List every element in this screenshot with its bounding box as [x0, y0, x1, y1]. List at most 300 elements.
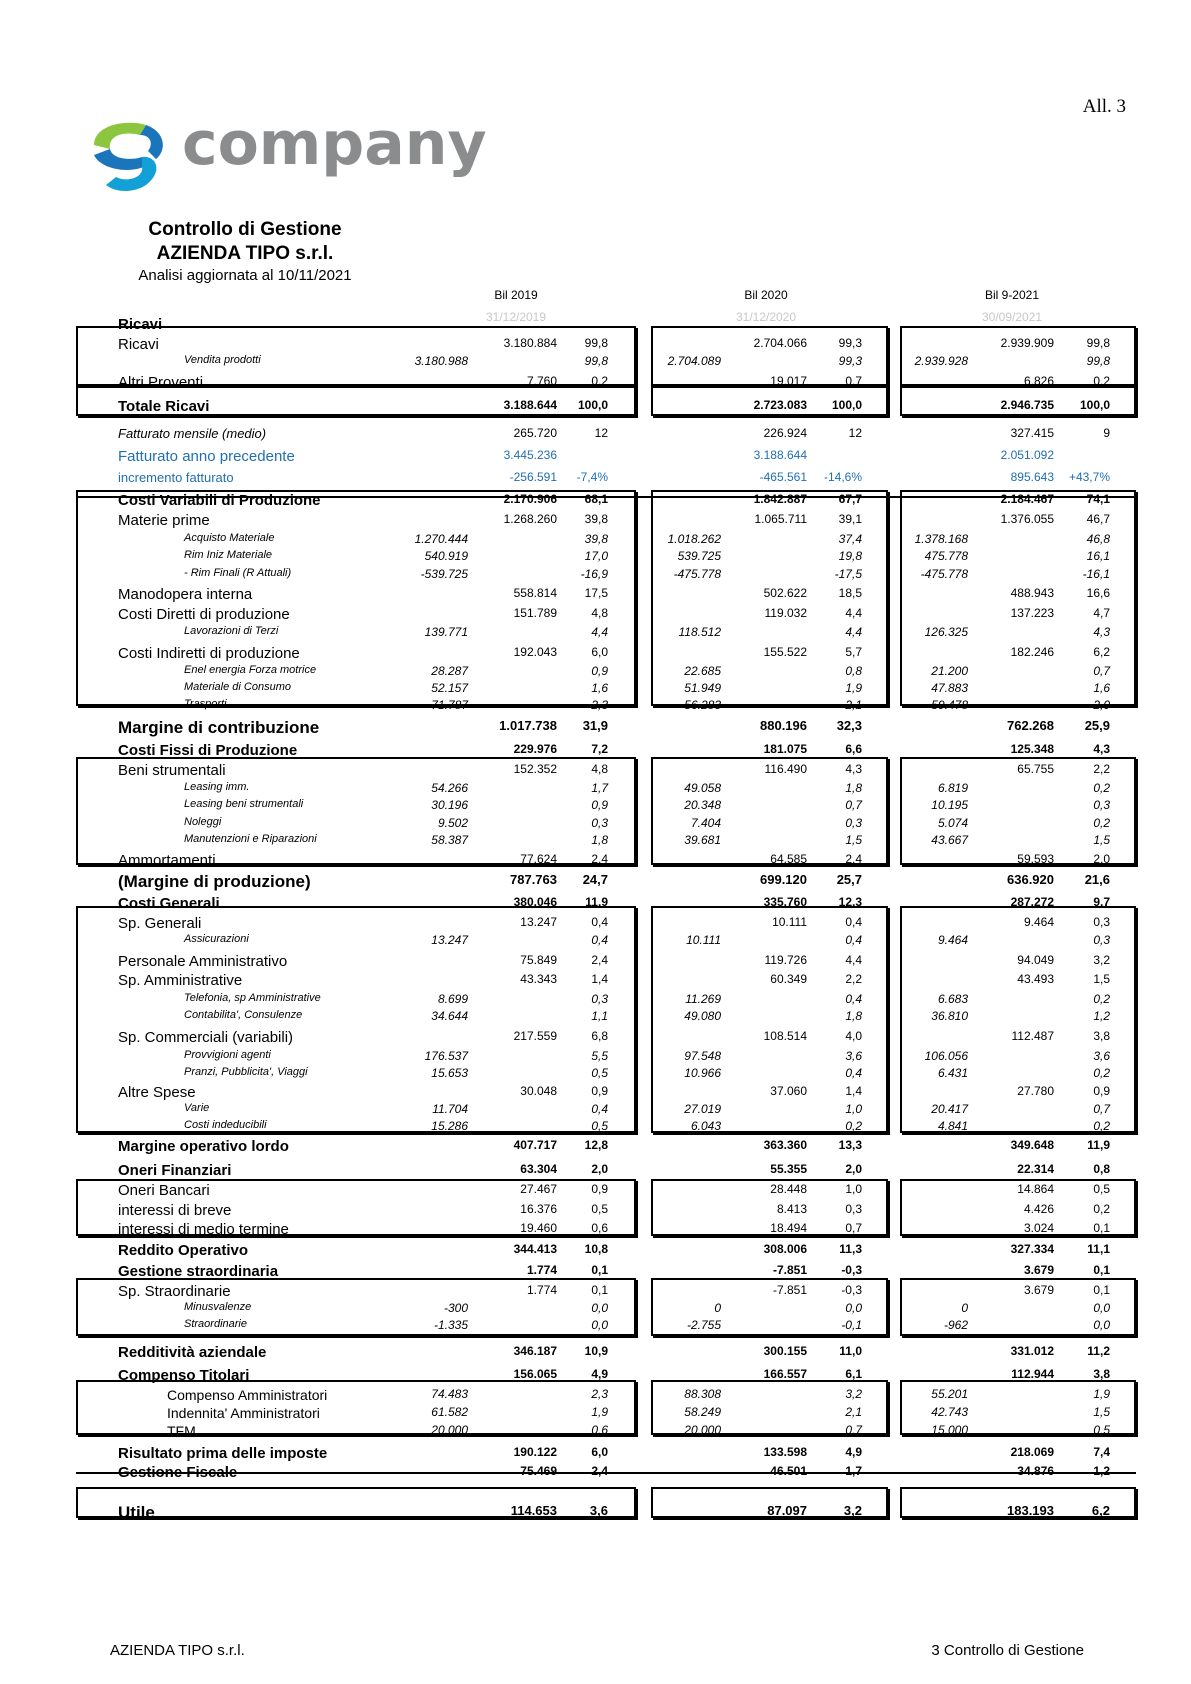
- row-value: 63.304: [520, 1162, 557, 1176]
- row-label: TFM: [167, 1423, 196, 1439]
- row-percent: 0,7: [845, 374, 862, 388]
- row-value: 331.012: [1010, 1344, 1054, 1358]
- row-label: Varie: [184, 1102, 210, 1114]
- row-percent: 68,1: [584, 492, 608, 506]
- row-detail-value: 30.196: [431, 798, 468, 812]
- row-percent: 3,2: [843, 1503, 862, 1518]
- row-value: 787.763: [510, 872, 557, 887]
- row-percent: 4,4: [845, 606, 862, 620]
- row-value: 880.196: [760, 718, 807, 733]
- row-label: Sp. Straordinarie: [118, 1283, 231, 1300]
- row-percent: 0,4: [845, 915, 862, 929]
- row-detail-value: 74.483: [431, 1387, 468, 1401]
- row-detail-value: 11.269: [685, 992, 721, 1006]
- row-detail-value: 49.080: [684, 1009, 721, 1023]
- row-value: 112.944: [1011, 1367, 1054, 1381]
- row-value: 226.924: [763, 426, 807, 440]
- row-value: 34.876: [1017, 1464, 1054, 1478]
- row-percent: -14,6%: [823, 470, 862, 484]
- row-percent: -16,1: [1082, 567, 1110, 581]
- row-label: Costi Fissi di Produzione: [118, 742, 298, 759]
- row-detail-value: 21.200: [931, 664, 968, 678]
- row-percent: 0,2: [1093, 1202, 1110, 1216]
- row-detail-value: -475.778: [920, 567, 968, 581]
- row-value: 22.314: [1017, 1162, 1054, 1176]
- row-label: Ricavi: [118, 316, 163, 333]
- row-value: 13.247: [520, 915, 557, 929]
- row-percent: 3,6: [1093, 1049, 1110, 1063]
- row-percent: 0,3: [1093, 933, 1110, 947]
- row-percent: 4,4: [591, 625, 608, 639]
- row-value: 155.522: [763, 645, 807, 659]
- row-value: 380.046: [513, 895, 557, 909]
- row-label: Pranzi, Pubblicita', Viaggi: [184, 1066, 308, 1078]
- row-label: Costi Diretti di produzione: [118, 606, 290, 623]
- row-value: 77.624: [520, 852, 557, 866]
- row-label: Straordinarie: [184, 1318, 247, 1330]
- row-percent: 11,0: [839, 1344, 862, 1358]
- row-detail-value: 13.247: [431, 933, 468, 947]
- row-label: Fatturato mensile (medio): [118, 426, 267, 441]
- row-detail-value: 10.966: [684, 1066, 721, 1080]
- row-percent: 4,4: [845, 953, 862, 967]
- period-date: 31/12/2020: [735, 310, 797, 324]
- row-detail-value: 6.043: [690, 1119, 721, 1133]
- row-percent: 2,4: [845, 852, 862, 866]
- row-percent: 0,4: [845, 1066, 862, 1080]
- period-header: Bil 9-2021: [984, 288, 1040, 302]
- row-value: 183.193: [1007, 1503, 1054, 1518]
- row-percent: 0,2: [591, 374, 608, 388]
- row-percent: 0,3: [1093, 915, 1110, 929]
- row-percent: -0,3: [841, 1263, 862, 1277]
- row-detail-value: 20.417: [931, 1102, 968, 1116]
- row-percent: 1,6: [1093, 681, 1110, 695]
- row-value: 488.943: [1010, 586, 1054, 600]
- row-value: 190.122: [513, 1445, 557, 1459]
- row-percent: 1,2: [1093, 1009, 1110, 1023]
- row-percent: 2,2: [1093, 762, 1110, 776]
- row-detail-value: -539.725: [420, 567, 468, 581]
- row-value: 112.487: [1011, 1029, 1054, 1043]
- row-detail-value: 5.074: [937, 816, 968, 830]
- row-label: Totale Ricavi: [118, 398, 210, 415]
- row-label: Indennita' Amministratori: [167, 1405, 320, 1421]
- row-value: 558.814: [513, 586, 557, 600]
- row-value: 87.097: [767, 1503, 807, 1518]
- row-percent: +43,7%: [1068, 470, 1110, 484]
- row-detail-value: 56.283: [684, 698, 721, 712]
- row-percent: 1,9: [1093, 1387, 1110, 1401]
- row-percent: 1,5: [1093, 972, 1110, 986]
- row-percent: 1,5: [1093, 1405, 1110, 1419]
- row-value: 19.017: [770, 374, 807, 388]
- period-header: Bil 2019: [494, 288, 538, 302]
- row-percent: 0,7: [1093, 664, 1110, 678]
- row-percent: 0,8: [845, 664, 862, 678]
- row-percent: 0,2: [1093, 992, 1110, 1006]
- row-value: 3.679: [1023, 1283, 1054, 1297]
- row-percent: 6,1: [845, 1367, 862, 1381]
- row-percent: 1,8: [845, 1009, 862, 1023]
- row-percent: 4,8: [591, 606, 608, 620]
- row-detail-value: 126.325: [924, 625, 968, 639]
- row-percent: 0,4: [591, 933, 608, 947]
- row-detail-value: 0: [961, 1301, 968, 1315]
- row-detail-value: 34.644: [431, 1009, 468, 1023]
- row-percent: 1,9: [591, 1405, 608, 1419]
- row-detail-value: 6.683: [937, 992, 968, 1006]
- row-label: Compenso Titolari: [118, 1367, 250, 1384]
- row-value: 1.774: [526, 1283, 557, 1297]
- row-value: 1.017.738: [499, 718, 557, 733]
- row-percent: 0,2: [1093, 1066, 1110, 1080]
- row-percent: 2,0: [591, 1162, 608, 1176]
- row-percent: 24,7: [582, 872, 608, 887]
- row-percent: 6,2: [1091, 1503, 1110, 1518]
- row-percent: 39,8: [584, 532, 608, 546]
- row-percent: 2,4: [591, 1464, 608, 1478]
- row-percent: 31,9: [582, 718, 608, 733]
- row-value: 335.760: [763, 895, 807, 909]
- row-percent: 3,6: [589, 1503, 608, 1518]
- row-percent: 4,3: [1093, 625, 1110, 639]
- row-label: interessi di medio termine: [118, 1221, 289, 1238]
- row-detail-value: 540.919: [424, 549, 468, 563]
- row-percent: 4,8: [591, 762, 608, 776]
- row-percent: 99,3: [838, 354, 862, 368]
- row-percent: 1,4: [591, 972, 608, 986]
- row-percent: 0,6: [591, 1221, 608, 1235]
- row-percent: 0,3: [591, 992, 608, 1006]
- row-percent: 1,5: [1093, 833, 1110, 847]
- row-value: -7.851: [772, 1263, 807, 1277]
- row-detail-value: 11.704: [432, 1102, 468, 1116]
- row-percent: 99,8: [1086, 336, 1110, 350]
- row-percent: 7,2: [591, 742, 608, 756]
- row-label: Costi Variabili di Produzione: [118, 492, 321, 509]
- row-label: Costi Generali: [118, 895, 220, 912]
- row-percent: 1,8: [845, 781, 862, 795]
- row-percent: 0,6: [591, 1423, 608, 1437]
- row-detail-value: 539.725: [677, 549, 721, 563]
- row-detail-value: 10.111: [686, 933, 721, 947]
- row-detail-value: -962: [943, 1318, 968, 1332]
- row-value: 125.348: [1010, 742, 1054, 756]
- company-logo: [86, 109, 487, 195]
- row-percent: 0,7: [845, 1423, 862, 1437]
- row-percent: 3,6: [845, 1049, 862, 1063]
- row-percent: 99,3: [838, 336, 862, 350]
- row-label: incremento fatturato: [118, 470, 234, 485]
- group-box: [76, 1380, 636, 1435]
- row-value: 502.622: [763, 586, 807, 600]
- row-value: 27.467: [520, 1182, 557, 1196]
- row-percent: 100,0: [1079, 398, 1110, 412]
- row-value: 2.184.467: [1000, 492, 1054, 506]
- row-detail-value: 8.699: [437, 992, 468, 1006]
- row-percent: 0,2: [845, 1119, 862, 1133]
- row-percent: 17,0: [584, 549, 608, 563]
- row-detail-value: 51.949: [684, 681, 721, 695]
- row-value: 363.360: [763, 1138, 807, 1152]
- row-label: Contabilita', Consulenze: [184, 1009, 303, 1021]
- row-percent: 0,4: [591, 915, 608, 929]
- report-subtitle: Analisi aggiornata al 10/11/2021: [138, 267, 352, 284]
- row-value: 1.268.260: [503, 512, 557, 526]
- row-percent: 1,6: [591, 681, 608, 695]
- row-percent: 74,1: [1086, 492, 1110, 506]
- row-label: Compenso Amministratori: [167, 1387, 328, 1403]
- row-label: Margine di contribuzione: [118, 718, 320, 737]
- row-percent: 0,1: [1093, 1221, 1110, 1235]
- row-label: Materie prime: [118, 512, 210, 529]
- row-percent: 4,7: [1093, 606, 1110, 620]
- row-value: 300.155: [763, 1344, 807, 1358]
- row-value: 407.717: [513, 1138, 557, 1152]
- row-detail-value: 1.378.168: [914, 532, 968, 546]
- row-value: 16.376: [520, 1202, 557, 1216]
- row-value: -256.591: [509, 470, 557, 484]
- row-detail-value: 39.681: [684, 833, 721, 847]
- row-value: 636.920: [1007, 872, 1054, 887]
- row-percent: 3,2: [845, 1387, 862, 1401]
- row-percent: 1,1: [591, 1009, 608, 1023]
- row-percent: 6,0: [591, 645, 608, 659]
- row-detail-value: 42.743: [931, 1405, 968, 1419]
- row-percent: 10,9: [584, 1344, 608, 1358]
- row-percent: 0,9: [591, 1084, 608, 1098]
- row-detail-value: 36.810: [931, 1009, 968, 1023]
- row-value: 30.048: [520, 1084, 557, 1098]
- row-value: 217.559: [513, 1029, 557, 1043]
- row-percent: 2,1: [845, 1405, 862, 1419]
- row-percent: 11,1: [1087, 1242, 1110, 1256]
- row-percent: 1,4: [845, 1084, 862, 1098]
- row-detail-value: 2.939.928: [914, 354, 968, 368]
- row-percent: 12,3: [838, 895, 862, 909]
- row-value: 2.051.092: [1000, 448, 1054, 462]
- row-label: Altre Spese: [118, 1084, 196, 1101]
- row-value: 349.648: [1010, 1138, 1054, 1152]
- row-detail-value: 43.667: [931, 833, 968, 847]
- row-label: Costi Indiretti di produzione: [118, 645, 300, 662]
- row-value: 137.223: [1010, 606, 1054, 620]
- row-percent: 0,5: [591, 1202, 608, 1216]
- row-value: 14.864: [1017, 1182, 1054, 1196]
- row-value: 1.842.887: [753, 492, 807, 506]
- row-value: 119.032: [764, 606, 807, 620]
- row-label: Reddito Operativo: [118, 1242, 249, 1259]
- row-percent: 1,7: [845, 1464, 862, 1478]
- row-percent: 46,8: [1086, 532, 1110, 546]
- row-label: Leasing imm.: [184, 781, 250, 793]
- row-percent: 0,0: [591, 1318, 608, 1332]
- row-percent: 99,8: [1086, 354, 1110, 368]
- period-date: 30/09/2021: [981, 310, 1043, 324]
- row-percent: 100,0: [577, 398, 608, 412]
- row-value: 133.598: [763, 1445, 807, 1459]
- row-percent: 0,0: [1093, 1318, 1110, 1332]
- row-percent: 67,7: [838, 492, 862, 506]
- company-logo-text: company: [182, 109, 487, 179]
- row-percent: -7,4%: [576, 470, 608, 484]
- row-label: Redditività aziendale: [118, 1344, 267, 1361]
- row-label: Risultato prima delle imposte: [118, 1445, 328, 1462]
- row-value: 166.557: [763, 1367, 807, 1381]
- row-label: Gestione straordinaria: [118, 1263, 279, 1280]
- row-value: 9.464: [1023, 915, 1054, 929]
- row-value: 2.946.735: [1000, 398, 1054, 412]
- row-label: Provvigioni agenti: [184, 1049, 271, 1061]
- row-value: 3.679: [1023, 1263, 1054, 1277]
- row-label: - Rim Finali (R Attuali): [184, 567, 292, 579]
- row-percent: 13,3: [838, 1138, 862, 1152]
- row-value: 308.006: [763, 1242, 807, 1256]
- row-percent: 7,4: [1093, 1445, 1110, 1459]
- row-label: Ricavi: [118, 336, 159, 353]
- row-detail-value: 6.431: [937, 1066, 968, 1080]
- row-percent: 99,8: [584, 336, 608, 350]
- row-value: 37.060: [770, 1084, 807, 1098]
- row-value: 3.180.884: [503, 336, 557, 350]
- row-label: Sp. Generali: [118, 915, 202, 932]
- row-detail-value: 97.548: [684, 1049, 721, 1063]
- row-percent: 11,9: [1087, 1138, 1110, 1152]
- row-detail-value: -1.335: [433, 1318, 468, 1332]
- row-detail-value: 1.018.262: [667, 532, 721, 546]
- row-percent: 1,5: [845, 833, 862, 847]
- row-value: 287.272: [1010, 895, 1054, 909]
- row-percent: 25,9: [1084, 718, 1110, 733]
- row-percent: 0,5: [591, 1066, 608, 1080]
- report-title: Controllo di Gestione: [148, 219, 342, 240]
- row-detail-value: 54.266: [431, 781, 468, 795]
- row-label: Utile: [118, 1503, 155, 1522]
- row-percent: 0,2: [1093, 374, 1110, 388]
- row-detail-value: 475.778: [924, 549, 968, 563]
- row-detail-value: 176.537: [424, 1049, 468, 1063]
- row-label: Assicurazioni: [184, 933, 249, 945]
- row-label: Oneri Bancari: [118, 1182, 210, 1199]
- row-detail-value: 58.387: [431, 833, 468, 847]
- row-label: Telefonia, sp Amministrative: [184, 992, 321, 1004]
- row-label: Oneri Finanziari: [118, 1162, 232, 1179]
- row-value: 10.111: [772, 915, 807, 929]
- row-percent: 16,6: [1086, 586, 1110, 600]
- row-label: Ammortamenti: [118, 852, 216, 869]
- row-label: Manodopera interna: [118, 586, 253, 603]
- row-label: Materiale di Consumo: [184, 681, 291, 693]
- row-percent: 4,0: [845, 1029, 862, 1043]
- row-percent: 0,4: [845, 992, 862, 1006]
- row-value: 1.774: [526, 1263, 557, 1277]
- row-percent: -16,9: [580, 567, 608, 581]
- row-percent: 6,2: [1093, 645, 1110, 659]
- row-percent: 0,9: [1093, 1084, 1110, 1098]
- row-percent: 0,0: [845, 1301, 862, 1315]
- row-value: 218.069: [1010, 1445, 1054, 1459]
- row-percent: 100,0: [831, 398, 862, 412]
- row-percent: 0,2: [1093, 781, 1110, 795]
- row-value: 1.065.711: [754, 512, 807, 526]
- row-detail-value: 2.704.089: [667, 354, 721, 368]
- row-value: 8.413: [776, 1202, 807, 1216]
- row-value: 181.075: [763, 742, 807, 756]
- row-percent: 25,7: [836, 872, 862, 887]
- row-percent: 0,7: [845, 798, 862, 812]
- row-percent: 9,7: [1093, 895, 1110, 909]
- row-detail-value: 15.286: [431, 1119, 468, 1133]
- row-label: Noleggi: [184, 816, 222, 828]
- row-value: 2.939.909: [1000, 336, 1054, 350]
- allegato-label: All. 3: [1082, 96, 1126, 117]
- row-detail-value: 15.000: [931, 1423, 968, 1437]
- row-value: 7.760: [526, 374, 557, 388]
- row-detail-value: 27.019: [684, 1102, 721, 1116]
- row-percent: 4,4: [845, 625, 862, 639]
- row-label: Leasing beni strumentali: [184, 798, 304, 810]
- row-percent: 3,8: [1093, 1367, 1110, 1381]
- row-detail-value: 47.883: [931, 681, 968, 695]
- row-percent: 2,0: [1093, 698, 1110, 712]
- row-detail-value: 71.787: [431, 698, 468, 712]
- row-percent: 0,1: [1093, 1263, 1110, 1277]
- row-detail-value: 20.000: [684, 1423, 721, 1437]
- row-value: 3.024: [1023, 1221, 1054, 1235]
- row-detail-value: 7.404: [690, 816, 721, 830]
- row-value: 75.469: [520, 1464, 557, 1478]
- period-header: Bil 2020: [744, 288, 788, 302]
- row-percent: 46,7: [1086, 512, 1110, 526]
- row-detail-value: 61.582: [431, 1405, 468, 1419]
- row-percent: 39,1: [838, 512, 862, 526]
- row-percent: 37,4: [838, 532, 862, 546]
- row-value: 182.246: [1010, 645, 1054, 659]
- row-value: 27.780: [1017, 1084, 1054, 1098]
- row-percent: 0,9: [591, 798, 608, 812]
- row-value: 60.349: [770, 972, 807, 986]
- row-percent: 1,9: [845, 681, 862, 695]
- row-percent: 1,0: [845, 1102, 862, 1116]
- row-percent: 4,9: [591, 1367, 608, 1381]
- row-value: 3.445.236: [503, 448, 557, 462]
- row-detail-value: 88.308: [684, 1387, 721, 1401]
- row-value: 2.170.906: [503, 492, 557, 506]
- row-value: 699.120: [760, 872, 807, 887]
- row-percent: -0,1: [841, 1318, 862, 1332]
- row-label: Gestione Fiscale: [118, 1464, 238, 1481]
- row-detail-value: 106.056: [924, 1049, 968, 1063]
- row-percent: 6,6: [845, 742, 862, 756]
- row-percent: 0,0: [591, 1301, 608, 1315]
- row-percent: 0,3: [591, 816, 608, 830]
- row-detail-value: 4.841: [937, 1119, 968, 1133]
- row-percent: 0,4: [845, 933, 862, 947]
- row-percent: 12: [594, 426, 608, 440]
- row-percent: 99,8: [584, 354, 608, 368]
- row-label: interessi di breve: [118, 1202, 232, 1219]
- period-date: 31/12/2019: [485, 310, 547, 324]
- row-value: 114.653: [510, 1503, 557, 1518]
- row-percent: 11,3: [839, 1242, 862, 1256]
- row-detail-value: 15.653: [431, 1066, 468, 1080]
- row-detail-value: 0: [714, 1301, 721, 1315]
- row-percent: 16,1: [1086, 549, 1110, 563]
- row-value: 28.448: [770, 1182, 807, 1196]
- row-label: Enel energia Forza motrice: [184, 664, 317, 676]
- row-percent: 4,9: [845, 1445, 862, 1459]
